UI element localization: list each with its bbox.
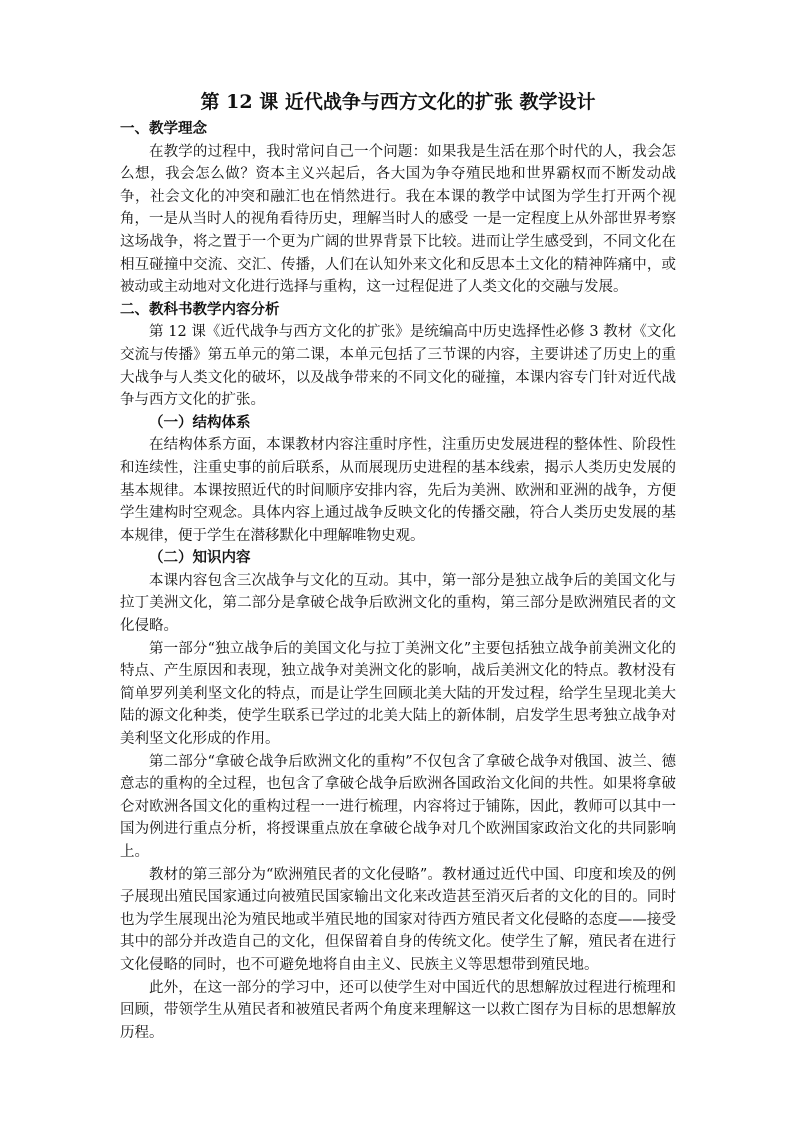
paragraph: 教材的第三部分为“欧洲殖民者的文化侵略”。教材通过近代中国、印度和埃及的例子展现出殖民国家通过向被殖民国家输出文化来改造甚至消灭后者的文化的目的。同时也为学生展现出沦为殖民地或半殖民地的国家对待西方殖民者文化侵略的态度——接受其中的部分并改造自己的文化，但保留着自身的传统文化。使学生了解，殖民者在进行文化侵略的同时，也不可避免地将自由主义、民族主义等思想带到殖民地。 — [120, 866, 676, 973]
subsection-heading-knowledge: （二）知识内容 — [149, 549, 251, 567]
section-heading-textbook-analysis: 二、教科书教学内容分析 — [120, 300, 280, 318]
subsection-heading-structure: （一）结构体系 — [149, 413, 251, 431]
paragraph: 第 12 课《近代战争与西方文化的扩张》是统编高中历史选择性必修 3 教材《文化交流与传播》第五单元的第二课，本单元包括了三节课的内容，主要讲述了历史上的重大战争与人类文化的破坏，以及战争带来的不同文化的碰撞，本课内容专门针对近代战争与西方文化的扩张。 — [120, 324, 676, 409]
paragraph: 在教学的过程中，我时常问自己一个问题：如果我是生活在那个时代的人，我会怎么想，我会怎么做？资本主义兴起后，各大国为争夺殖民地和世界霸权而不断发动战争，社会文化的冲突和融汇也在悄然进行。我在本课的教学中试图为学生打开两个视角，一是从当时人的视角看待历史，理解当时人的感受 一是一定程度上从外部世界考察这场战争，将之置于一个更为广阔的世界背景下比较。进而让学生感受到，不同文化在相互碰撞中交流、交汇、传播，人们在认知外来文化和反思本土文化的精神阵痛中，或被动或主动地对文化进行选择与重构，这一过程促进了人类文化的交融与发展。 — [120, 143, 676, 296]
section-heading-teaching-philosophy: 一、教学理念 — [120, 120, 207, 137]
document-page — [120, 88, 676, 1044]
paragraph: 此外，在这一部分的学习中，还可以使学生对中国近代的思想解放过程进行梳理和回顾，带领学生从殖民者和被殖民者两个角度来理解这一以救亡图存为目标的思想解放历程。 — [120, 979, 676, 1041]
paragraph: 第一部分“独立战争后的美国文化与拉丁美洲文化”主要包括独立战争前美洲文化的特点、产生原因和表现，独立战争对美洲文化的影响，战后美洲文化的特点。教材没有简单罗列美利坚文化的特点，而是让学生回顾北美大陆的开发过程，给学生呈现北美大陆的源文化种类，使学生联系已学过的北美大陆上的新体制，启发学生思考独立战争对美利坚文化形成的作用。 — [120, 640, 676, 748]
document-title: 第 12 课 近代战争与西方文化的扩张 教学设计 — [200, 91, 596, 113]
paragraph: 在结构体系方面，本课教材内容注重时序性，注重历史发展进程的整体性、阶段性和连续性，注重史事的前后联系，从而展现历史进程的基本线索，揭示人类历史发展的基本规律。本课按照近代的时间顺序安排内容，先后为美洲、欧洲和亚洲的战争，方便学生建构时空观念。具体内容上通过战争反映文化的传播交融，符合人类历史发展的基本规律，便于学生在潜移默化中理解唯物史观。 — [120, 437, 676, 544]
paragraph: 本课内容包含三次战争与文化的互动。其中，第一部分是独立战争后的美国文化与拉丁美洲文化，第二部分是拿破仑战争后欧洲文化的重构，第三部分是欧洲殖民者的文化侵略。 — [120, 572, 676, 635]
paragraph: 第二部分“拿破仑战争后欧洲文化的重构”不仅包含了拿破仑战争对俄国、波兰、德意志的重构的全过程，也包含了拿破仑战争后欧洲各国政治文化间的共性。如果将拿破仑对欧洲各国文化的重构过程一一进行梳理，内容将过于铺陈，因此，教师可以其中一国为例进行重点分析，将授课重点放在拿破仑战争对几个欧洲国家政治文化的共同影响上。 — [120, 753, 676, 860]
